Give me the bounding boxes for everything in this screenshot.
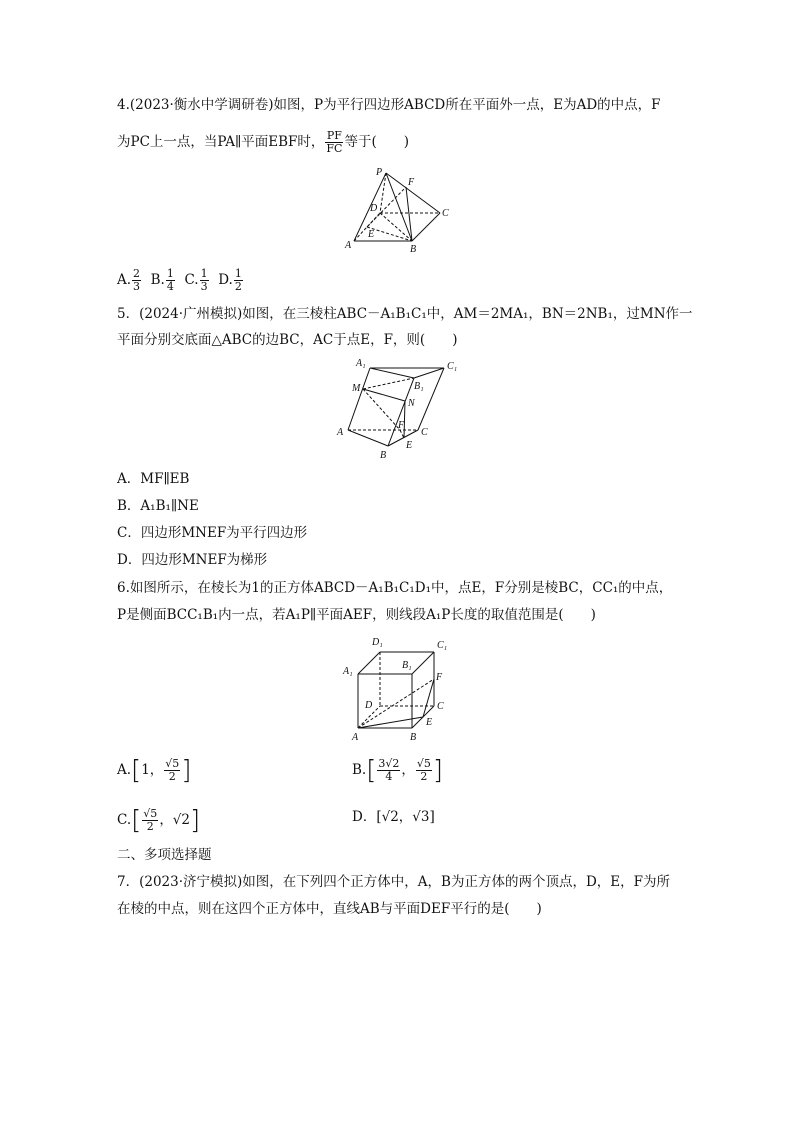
q4-options [117, 268, 244, 293]
q6-label-D: D [365, 700, 373, 711]
q5-label-B: B [380, 450, 387, 461]
q4-option-c: C. $\frac{1}{3}$ [184, 267, 208, 293]
q7-line2: 在棱的中点，则在这四个正方体中，直线AB与平面DEF平行的是( ) [117, 901, 542, 917]
q4-label-A: A [345, 240, 352, 251]
q6-label-D1: D₁ [372, 637, 383, 648]
q5-label-C: C [421, 427, 428, 438]
q6-line2: P是侧面BCC₁B₁内一点，若A₁P∥平面AEF，则线段A₁P长度的取值范围是( ) [117, 607, 596, 623]
q4-label-F: F [408, 177, 415, 188]
q6-label-A1: A₁ [343, 666, 353, 677]
q5-label-E: E [406, 440, 413, 451]
q4-option-a: A. $\frac{2}{3}$ [117, 267, 141, 293]
q6-label-B: B [410, 732, 417, 743]
q4-label-E: E [368, 229, 375, 240]
q4-option-d: D. $\frac{1}{2}$ [218, 267, 242, 293]
q6-label-F: F [436, 672, 443, 683]
q4-label-B: B [410, 244, 417, 255]
q5-figure [334, 356, 464, 466]
q5-option-c: C．四边形MNEF为平行四边形 [117, 525, 308, 541]
q6-option-c: C.[ $\frac{√5}{2}$ ，√2] [117, 805, 201, 836]
q6-label-C1: C₁ [437, 640, 448, 651]
q5-label-M: M [352, 383, 361, 394]
q5-line2: 平面分别交底面△ABC的边BC，AC于点E，F，则( ) [117, 332, 458, 348]
q6-label-E: E [426, 717, 433, 728]
q6-figure [340, 632, 460, 748]
q4-line2-pre: 为PC上一点，当PA∥平面EBF时， [117, 134, 325, 150]
q4-option-b: B. $\frac{1}{4}$ [150, 267, 174, 293]
q6-line1: 6.如图所示，在棱长为1的正方体ABCD－A₁B₁C₁D₁中，点E，F分别是棱BC，CC₁的中点， [117, 580, 673, 596]
q4-line2 [117, 130, 409, 155]
q6-label-B1: B₁ [402, 660, 412, 671]
q7-line1: 7．(2023·济宁模拟)如图，在下列四个正方体中，A，B为正方体的两个顶点，D，E，F为所 [117, 874, 670, 890]
q6-option-a: A.[1， $\frac{√5}{2}$ ] [117, 755, 192, 786]
q4-fraction [325, 130, 343, 155]
q4-label-P: P [376, 167, 383, 178]
q4-figure [340, 163, 460, 259]
q4-label-D: D [370, 203, 378, 214]
q5-option-d: D．四边形MNEF为梯形 [117, 552, 268, 568]
q4-line1: 4.(2023·衡水中学调研卷)如图，P为平行四边形ABCD所在平面外一点，E为AD的中点，F [117, 97, 661, 113]
q6-option-b: B.[ $\frac{3√2}{4}$ ， $\frac{√5}{2}$ ] [352, 755, 444, 786]
q6-label-C: C [437, 701, 444, 712]
q4-frac-den: FC [326, 142, 343, 155]
q5-line1: 5．(2024·广州模拟)如图，在三棱柱ABC－A₁B₁C₁中，AM＝2MA₁，BN＝2NB₁，过MN作一 [117, 306, 693, 322]
q5-label-F: F [398, 420, 405, 431]
q4-label-C: C [442, 208, 449, 219]
q4-line2-post: 等于( ) [344, 134, 409, 150]
q5-label-A1: A₁ [356, 358, 366, 369]
q6-option-d: D．[√2，√3] [352, 809, 435, 825]
q5-option-b: B．A₁B₁∥NE [117, 498, 199, 514]
q5-label-C1: C₁ [447, 361, 458, 372]
q5-option-a: A．MF∥EB [117, 471, 190, 487]
q5-label-B1: B₁ [414, 381, 424, 392]
q6-label-A: A [352, 732, 359, 743]
q4-frac-num: PF [326, 129, 342, 142]
section-heading: 二、多项选择题 [117, 847, 212, 863]
q5-label-N: N [408, 398, 415, 409]
q5-label-A: A [337, 427, 344, 438]
